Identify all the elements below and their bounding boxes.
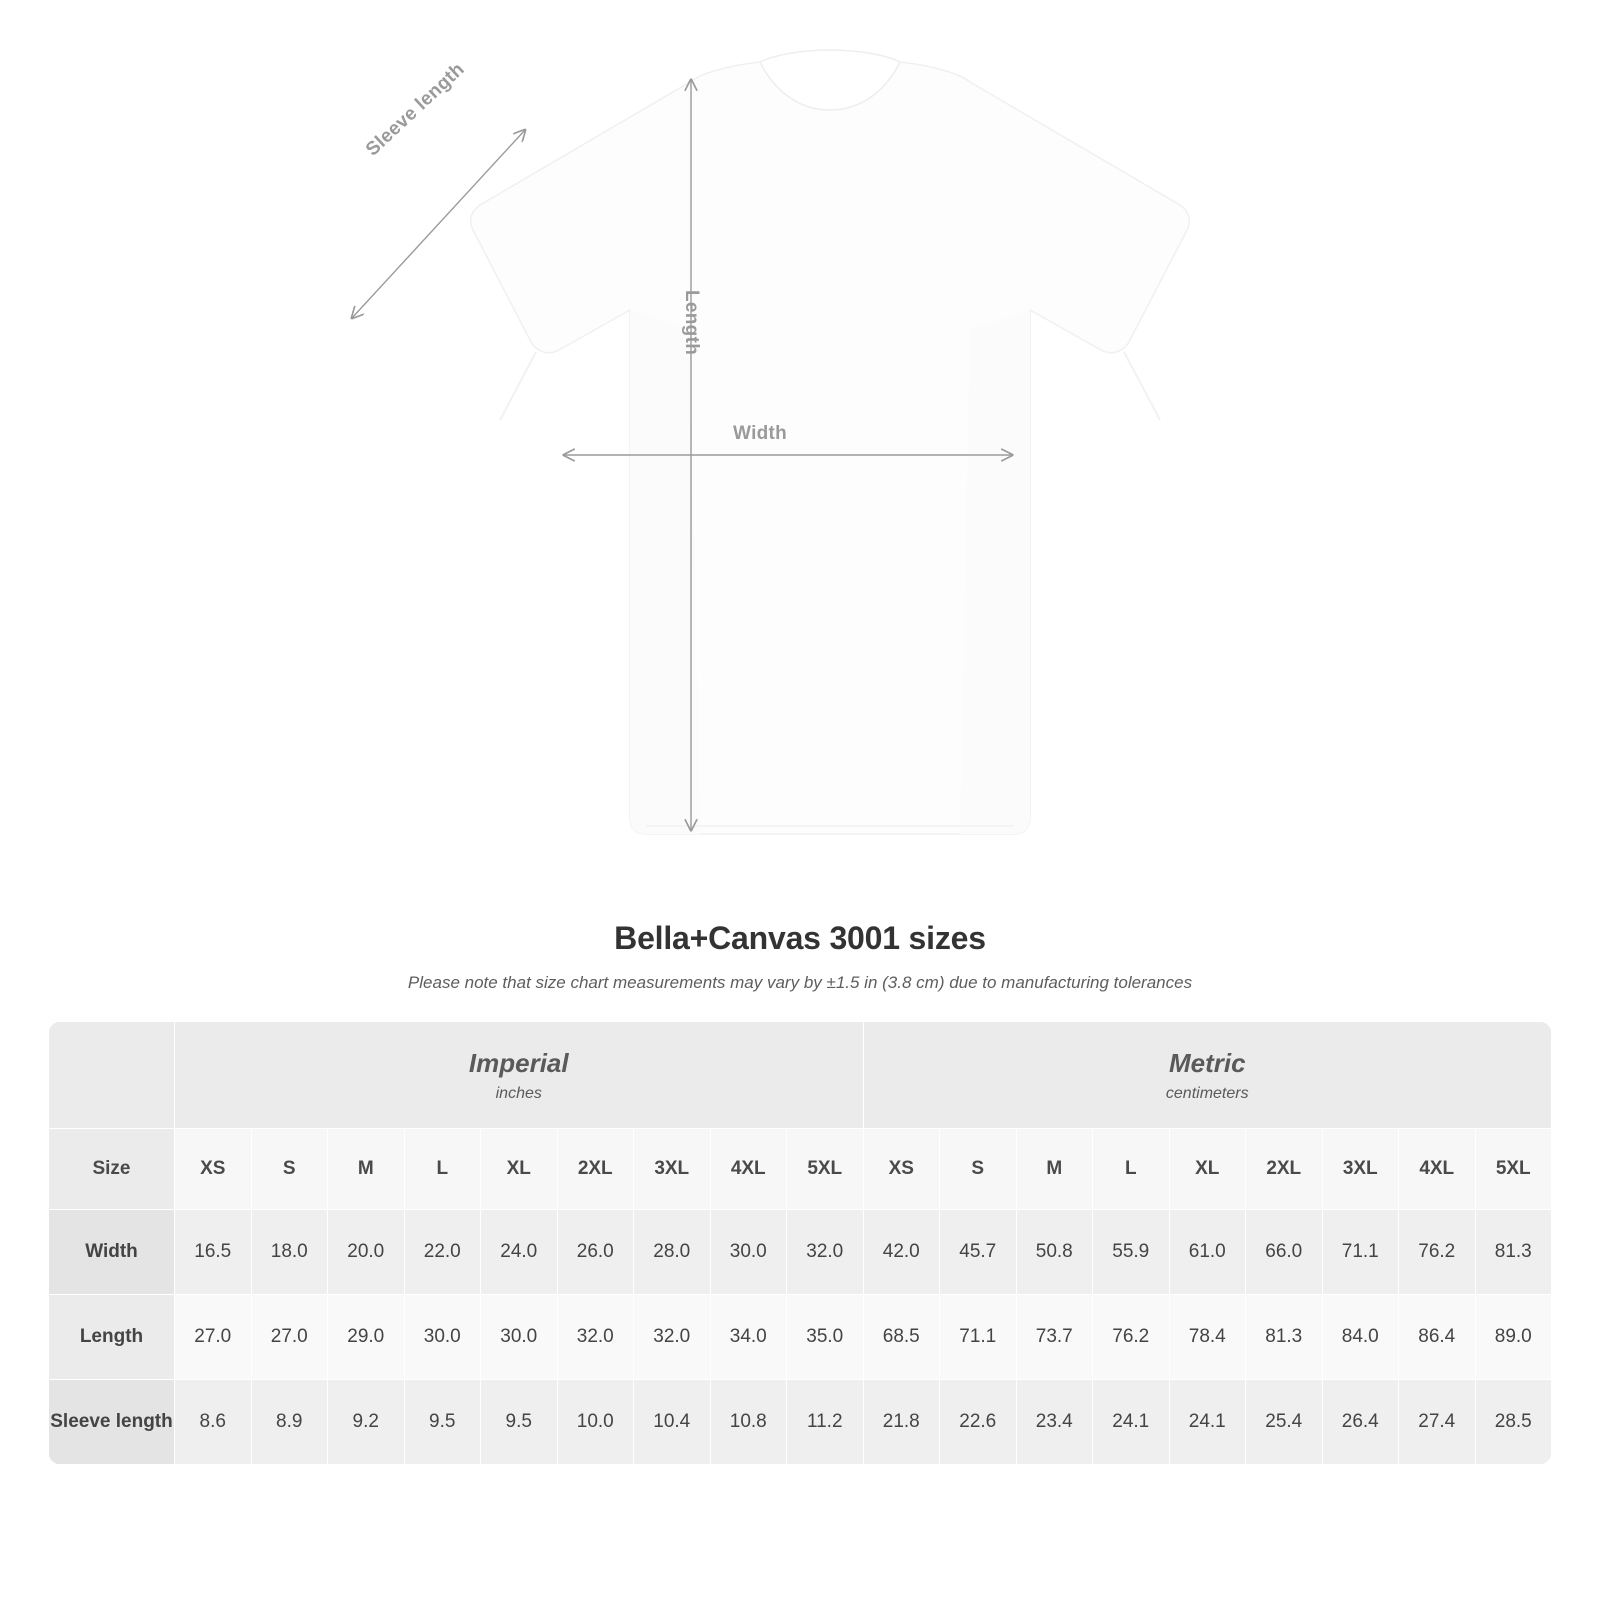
chart-heading [0,920,1600,993]
table-cell: 8.6 [175,1380,252,1465]
table-cell: 23.4 [1016,1380,1093,1465]
size-corner-label: Size [49,1129,175,1210]
row-label-length: Length [49,1295,175,1380]
table-cell: 20.0 [328,1210,405,1295]
table-cell: 76.2 [1399,1210,1476,1295]
table-cell: 24.0 [481,1210,558,1295]
size-header-cell: L [404,1129,481,1210]
table-cell: 24.1 [1093,1380,1170,1465]
size-header-cell: 5XL [787,1129,864,1210]
table-cell: 89.0 [1475,1295,1552,1380]
table-cell: 26.4 [1322,1380,1399,1465]
table-cell: 35.0 [787,1295,864,1380]
table-cell: 10.8 [710,1380,787,1465]
size-header-cell: 2XL [557,1129,634,1210]
unit-metric [863,1022,1552,1129]
unit-metric-name: Metric [1168,1047,1246,1078]
size-chart-table [48,1021,1552,1465]
table-cell: 34.0 [710,1295,787,1380]
tolerance-note: Please note that size chart measurements may vary by ±1.5 in (3.8 cm) due to manufacturing tolerances [407,973,1193,992]
table-cell: 28.0 [634,1210,711,1295]
size-header-cell: 3XL [634,1129,711,1210]
page-title: Bella+Canvas 3001 sizes [614,920,986,956]
table-cell: 10.4 [634,1380,711,1465]
table-cell: 25.4 [1246,1380,1323,1465]
table-cell: 71.1 [1322,1210,1399,1295]
size-header-cell: XL [1169,1129,1246,1210]
size-header-cell: M [1016,1129,1093,1210]
table-cell: 66.0 [1246,1210,1323,1295]
table-cell: 30.0 [404,1295,481,1380]
tshirt-shape [471,50,1190,834]
table-cell: 78.4 [1169,1295,1246,1380]
unit-header-row [49,1022,1552,1129]
table-cell: 27.0 [251,1295,328,1380]
table-cell: 45.7 [940,1210,1017,1295]
table-row [49,1295,1552,1380]
unit-imperial [175,1022,864,1129]
size-header-cell: 3XL [1322,1129,1399,1210]
table-cell: 32.0 [557,1295,634,1380]
size-header-cell: XS [175,1129,252,1210]
table-cell: 10.0 [557,1380,634,1465]
length-label: Length [681,290,702,356]
size-header-cell: S [251,1129,328,1210]
table-cell: 86.4 [1399,1295,1476,1380]
table-cell: 27.4 [1399,1380,1476,1465]
table-cell: 9.2 [328,1380,405,1465]
table-cell: 26.0 [557,1210,634,1295]
table-cell: 16.5 [175,1210,252,1295]
table-cell: 76.2 [1093,1295,1170,1380]
size-header-cell: S [940,1129,1017,1210]
table-cell: 22.6 [940,1380,1017,1465]
table-cell: 8.9 [251,1380,328,1465]
table-cell: 61.0 [1169,1210,1246,1295]
table-cell: 24.1 [1169,1380,1246,1465]
size-header-cell: 4XL [1399,1129,1476,1210]
table-cell: 27.0 [175,1295,252,1380]
table-cell: 22.0 [404,1210,481,1295]
table-cell: 29.0 [328,1295,405,1380]
size-header-cell: 2XL [1246,1129,1323,1210]
table-cell: 68.5 [863,1295,940,1380]
table-row [49,1210,1552,1295]
table-cell: 21.8 [863,1380,940,1465]
table-cell: 81.3 [1246,1295,1323,1380]
table-cell: 30.0 [481,1295,558,1380]
table-cell: 11.2 [787,1380,864,1465]
table-cell: 28.5 [1475,1380,1552,1465]
table-cell: 73.7 [1016,1295,1093,1380]
row-label-sleeve-length: Sleeve length [49,1380,175,1465]
unit-metric-sub: centimeters [1165,1084,1249,1102]
table-cell: 32.0 [634,1295,711,1380]
table-cell: 42.0 [863,1210,940,1295]
unit-imperial-name: Imperial [468,1047,569,1078]
table-cell: 55.9 [1093,1210,1170,1295]
unit-header-spacer [49,1022,175,1129]
table-cell: 71.1 [940,1295,1017,1380]
width-label: Width [733,423,788,444]
size-header-cell: M [328,1129,405,1210]
table-cell: 81.3 [1475,1210,1552,1295]
table-cell: 84.0 [1322,1295,1399,1380]
row-label-width: Width [49,1210,175,1295]
size-header-cell: XL [481,1129,558,1210]
sleeve-length-label: Sleeve length [362,58,469,161]
table-row [49,1380,1552,1465]
size-header-row [49,1129,1552,1210]
table-cell: 32.0 [787,1210,864,1295]
size-header-cell: 4XL [710,1129,787,1210]
table-cell: 50.8 [1016,1210,1093,1295]
table-cell: 9.5 [404,1380,481,1465]
unit-imperial-sub: inches [495,1084,542,1102]
size-header-cell: L [1093,1129,1170,1210]
size-header-cell: 5XL [1475,1129,1552,1210]
table-cell: 18.0 [251,1210,328,1295]
table-cell: 30.0 [710,1210,787,1295]
size-header-cell: XS [863,1129,940,1210]
table-cell: 9.5 [481,1380,558,1465]
size-chart-table-wrapper [48,1021,1552,1465]
